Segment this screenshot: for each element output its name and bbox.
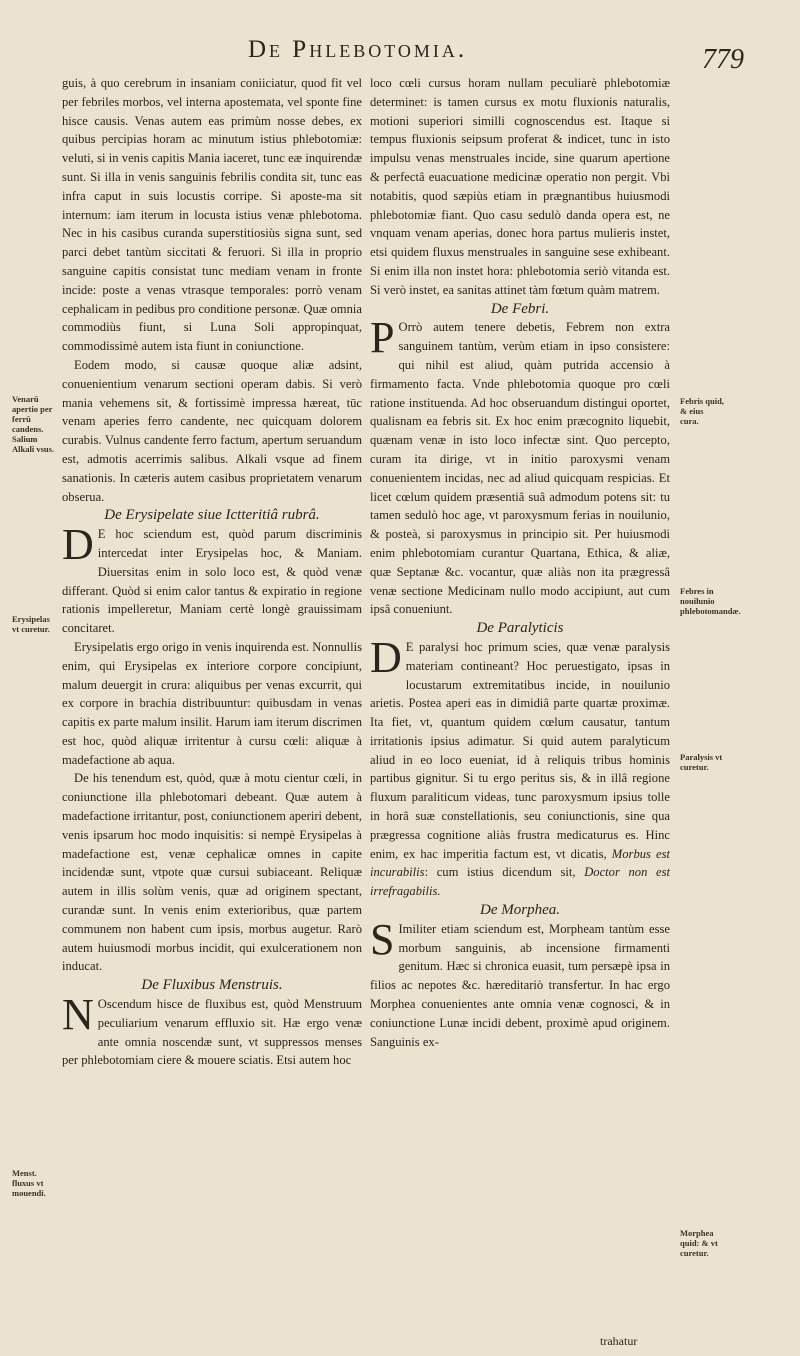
paragraph bbox=[370, 313, 670, 619]
drop-cap: D bbox=[370, 632, 402, 682]
paragraph bbox=[62, 520, 362, 638]
paragraph-text: : cum istius dicendum sit, bbox=[424, 865, 576, 880]
section-heading-febri: De Febri. bbox=[490, 300, 550, 317]
margin-note-erysipelas: Erysipelas vt curetur. bbox=[12, 614, 50, 634]
italic-phrase: Morbus est incurabilis bbox=[370, 846, 671, 880]
margin-note-paralysis: Paralysis vt curetur. bbox=[680, 752, 723, 772]
margin-note-menstrual: Menst. fluxus vt mouendi. bbox=[12, 1168, 46, 1198]
paragraph bbox=[62, 990, 362, 1070]
margin-note-febris: Febris quid, & eius cura. bbox=[680, 396, 724, 426]
section-heading-morphea: De Morphea. bbox=[480, 902, 560, 919]
paragraph-text: Imiliter etiam sciendum est, Morpheam tantùm esse morbum sanguinis, ab incensione firmamenti genitum. Hæc si chronica euasit, tum persæpè ipsa in filios ac nepotes &c. hæreditariò transfertur. In hac ergo Morphea conuenientes ante omnia venæ cognosci, & in coniunctione Lunæ incidi debent, proximè apud originem. Sanguinis ex- bbox=[370, 921, 670, 1049]
paragraph-text: E hoc sciendum est, quòd parum discriminis intercedat inter Erysipelas hoc, & Maniam. Diuersitas enim in solo loco est, & quòd venæ differant. Quòd si enim calor tantus & expiratio in regione rationis impelleretur, Maniam certè longè grauissimam concitaret. bbox=[62, 527, 362, 636]
paragraph: Erysipelatis ergo origo in venis inquirenda est. Nonnullis enim, qui Erysipelas ex interiore corpore concipiunt, malum deuergit in crura: aliquibus per venas excurrit, qui ex corpore in brachia distribuuntur: quibusdam in venas capitis ex parte malum insilit. Harum iam iterum discrimen est hoc, quòd aliquæ irritentur à cursu cœli: aliquæ à madefactione ab aqua. bbox=[62, 639, 362, 767]
paragraph: guis, à quo cerebrum in insaniam coniiciatur, quod fit vel per febriles morbos, vel interna apostemata, vel sponte fine hisce causis. Venas autem eas primùm nosse debes, ex quibus percipias horam ac minutum istius phlebotomiæ: veluti, si in venis capitis Mania iaceret, tunc eæ inquirendæ sunt. Si illa in venis sanguinis febrilis condita sit, tunc eas infra caput in suis locustis corripe. Si aposte-ma sit internum: iam iterum in locusta istius venæ phlebotoma. Nec in his casibus curanda superstitiosiùs signa sunt, sed parci debet tantùm siccitati & feruori. Si illa in proprio sanguine capitis consistat tunc mediam venam in fronte incide: poste a venas vtrasque temporales: porrò venam cephalicam in pedibus pro conditione personæ. Quæ omnia commodiùs fiunt, si Luna Soli appropinquat, commodissimè autem ista fiunt in coniunctione. bbox=[62, 76, 362, 354]
paragraph bbox=[370, 632, 671, 901]
section-heading-paralyticis: De Paralyticis bbox=[476, 620, 564, 637]
margin-note-morphea: Morphea quid: & vt curetur. bbox=[680, 1228, 718, 1258]
italic-phrase: Doctor non est irrefragabilis. bbox=[370, 865, 670, 899]
drop-cap: D bbox=[62, 520, 94, 570]
page-number: 779 bbox=[702, 44, 744, 75]
paragraph bbox=[370, 914, 670, 1052]
paragraph-text: Oscendum hisce de fluxibus est, quòd Menstruum peculiarium venarum effluxio sit. Hæ ergo venæ ante omnia noscendæ sunt, vt suppressos menses per phlebotomiam ciere & mouere sciatis. Etsi autem hoc bbox=[62, 997, 362, 1068]
right-column bbox=[370, 74, 670, 1051]
paragraph: loco cœli cursus horam nullam peculiarè phlebotomiæ determinet: is tamen cursus ex motu fluxionis naturalis, motioni superiori similli cognoscendus est. Itaque si tempus fluxionis seipsum proferat & indicet, tunc in isto impulsu venas menstruales incide, sine quarum apertione & perfectâ euacuatione medicinæ operatio non pergit. Vbi notabitis, quod sæpiùs etiam in prægnantibus huiusmodi phlebotomiæ fiant. Quo casu sedulò danda opera est, ne vnquam venam aperias, donec hora partus mulieris instet, etsi quidem fluxus menstruales in sanguine sese exhibeant. Si enim illa non instet hora: phlebotomia seriò vitanda est. Si verò instet, ea sanitas attinet tàm fœtum quàm matrem. bbox=[370, 76, 670, 297]
left-column bbox=[62, 74, 362, 1070]
paragraph: Eodem modo, si causæ quoque aliæ adsint, conuenientium venarum sectioni operam dabis. Si verò mania vehemens sit, & fortissimè impressa hæreat, tūc venam aperies ferro candente, nec quicquam dolorem curabis. Vulnus candente ferro factum, apertum seruandum est, admotis acerrimis salibus. Alkali vsque ad finem sanationis. In cæteris autem casibus proprietatem venarum obserua. bbox=[62, 357, 362, 504]
catchword: trahatur bbox=[600, 1334, 638, 1348]
paragraph-text: Orrò autem tenere debetis, Febrem non extra sanguinem tantùm, verùm etiam in ipso consistere: qui nihil est aliud, quàm putrida accensio à firmamento facta. Vnde phlebotomia quoque pro cœli ratione instituenda. Ad hoc obseruandum distingui oportet, qualisnam ea febris sit. Ex hoc enim præcognito liquebit, quænam venæ in isto loco infectæ sint. Quo percepto, curam ita dirige, vt in initio paroxysmi venam conuenientem incidas, nec ad aliud quicquam respicias. Et licet cœlum quidem præsentiâ suâ admodum potens sit: tu tamen sedulò hoc age, vt paroxysmum ferias in nouilunio, & posteà, si paroxysmus in principio sit. Per huiusmodi enim phlebotomiam curantur Quartana, Ethica, & aliæ, quæ Septanæ &c. vocantur, quæ aliàs non ita prægressâ venæ sectione Medicinam nullo modo accipiunt, aut cum ipsâ conueniunt. bbox=[370, 320, 670, 617]
section-heading-menstrual: De Fluxibus Menstruis. bbox=[141, 977, 283, 994]
paragraph: De his tenendum est, quòd, quæ à motu cientur cœli, in coniunctione illa phlebotomari debeant. Quæ autem à madefactione irritantur, post, coniunctionem aperiri debent, venis ipsarum hoc modo inquisitis: si nempè Erysipelas à madefactione est, venæ cephalicæ omnes in capite incidendæ sunt, vtpote quæ cursui subiaceant. Reliquæ autem in illis solùm venis, quæ ad originem spectant, curandæ sunt. In venis enim exterioribus, quæ partem communem non habent cum ipsis, morbus augetur. Rarò autem huiusmodi morbus incidit, qui exulcerationem non inducat. bbox=[62, 771, 362, 974]
margin-note-febres-nouilunio: Febres in nouilunio phlebotomandæ. bbox=[680, 586, 741, 616]
drop-cap: N bbox=[62, 990, 94, 1040]
section-heading-erysipelas: De Erysipelate siue Ictteritiâ rubrâ. bbox=[104, 507, 320, 524]
running-title: De Phlebotomia. bbox=[248, 36, 468, 63]
drop-cap: P bbox=[370, 313, 395, 363]
paragraph-text: E paralysi hoc primum scies, quæ venæ paralysis materiam contineant? Hoc peruestigato, ipsas in locustarum extremitatibus incide, in nouilunio arietis. Postea aperi eas in dimidiâ parte quartæ proximæ. Ita fiet, vt, quantum quidem cœlum causatur, tantum irritationis ipsius adimatur. Si quid autem paralyticum aliud in eo loco eueniat, id à reliquis tribus hominis partibus gignitur. Si tu ergo peritus sis, & in illâ regione fluxum paraliticum videas, tunc paroxysmum ipsius tolle in horâ suæ constellationis, seu coniunctionis, sine qua prægressa cognitione aliàs frustra medicaturus es. Hinc enim, ex hac imperitia factum est, vt dicatis, bbox=[370, 639, 670, 861]
margin-note-venarum: Venarū apertio per ferrū candens. Salium Alkali vsus. bbox=[12, 394, 55, 454]
drop-cap: S bbox=[370, 914, 395, 964]
